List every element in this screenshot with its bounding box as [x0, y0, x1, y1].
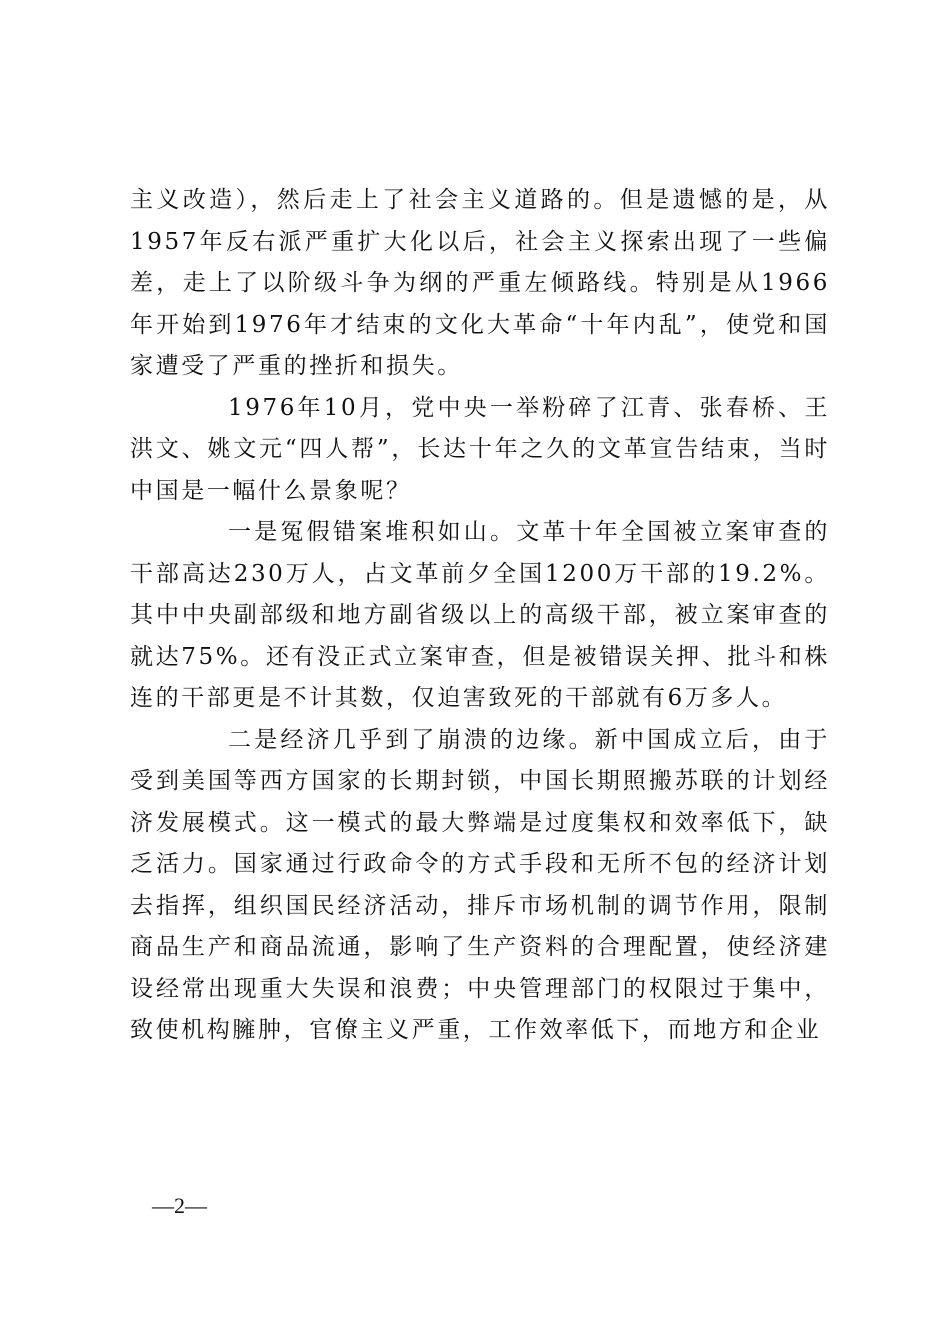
paragraph-1: 主义改造），然后走上了社会主义道路的。但是遗憾的是，从1957年反右派严重扩大化以后，社会主义探索出现了一些偏差，走上了以阶级斗争为纲的严重左倾路线。特别是从1966年开始到1976年才结束的文化大革命“十年内乱”，使党和国家遭受了严重的挫折和损失。: [130, 187, 830, 379]
paragraph-4: 二是经济几乎到了崩溃的边缘。新中国成立后，由于受到美国等西方国家的长期封锁，中国长期照搬苏联的计划经济发展模式。这一模式的最大弊端是过度集权和效率低下，缺乏活力。国家通过行政命令的方式手段和无所不包的经济计划去指挥，组织国民经济活动，排斥市场机制的调节作用，限制商品生产和商品流通，影响了生产资料的合理配置，使经济建设经常出现重大失误和浪费；中央管理部门的权限过于集中，致使机构臃肿，官僚主义严重，工作效率低下，而地方和企业: [130, 726, 830, 1043]
paragraph-3: 一是冤假错案堆积如山。文革十年全国被立案审查的干部高达230万人，占文革前夕全国1200万干部的19.2%。其中中央副部级和地方副省级以上的高级干部，被立案审查的就达75%。还有没正式立案审查，但是被错误关押、批斗和株连的干部更是不计其数，仅迫害致死的干部就有6万多人。: [130, 519, 830, 711]
body-text: [130, 180, 830, 1052]
page-number: —2—: [152, 1193, 207, 1218]
paragraph-2: 1976年10月，党中央一举粉碎了江青、张春桥、王洪文、姚文元“四人帮”，长达十年之久的文革宣告结束，当时中国是一幅什么景象呢？: [130, 394, 830, 504]
